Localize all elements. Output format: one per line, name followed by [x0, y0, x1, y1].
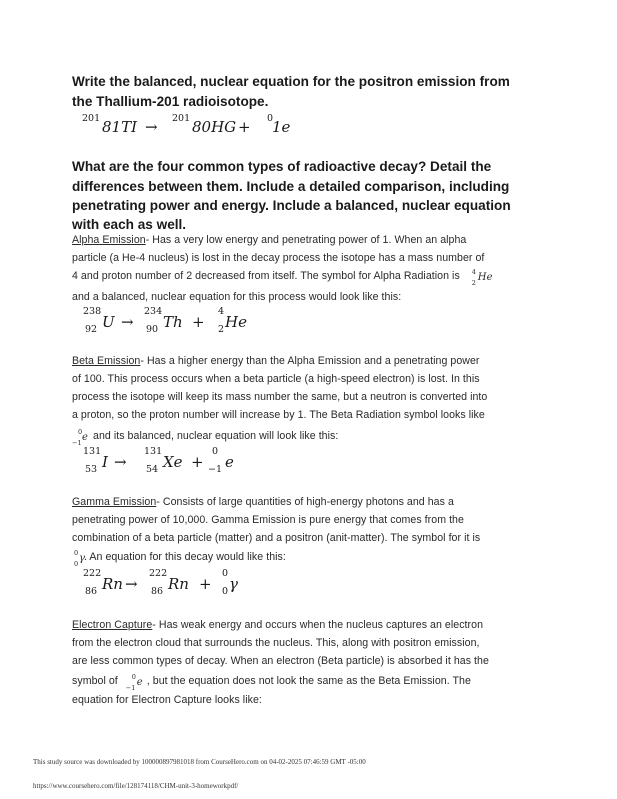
beta-line-4: a proton, so the proton number will increase by 1. The Beta Radiation symbol looks like: [72, 409, 485, 421]
question-1-line-2: the Thallium-201 radioisotope.: [72, 94, 269, 109]
equation-thallium: [75, 110, 315, 140]
beta-line-5: 0 −1 e and its balanced, nuclear equation will look like this:: [72, 428, 339, 447]
alpha-eq-th: Th: [163, 313, 183, 331]
alpha-eq-th-atomic: 90: [146, 324, 159, 335]
alpha-eq-he-atomic: 2: [218, 324, 225, 335]
beta-title: Beta Emission: [72, 355, 141, 367]
eq1-positron-mass: 0: [267, 113, 274, 124]
gamma-eq-arrow: →: [125, 575, 138, 593]
capture-line-3: are less common types of decay. When an electron (Beta particle) is absorbed it has the: [72, 655, 489, 667]
eq1-product-symbol: 80HG: [192, 118, 237, 136]
beta-line-1: Beta Emission- Has a higher energy than the Alpha Emission and a penetrating power: [72, 355, 480, 367]
eq1-arrow: →: [145, 118, 158, 136]
source-url[interactable]: https://www.coursehero.com/file/128174118/CHM-unit-3-homeworkpdf/: [33, 782, 239, 790]
question-2-line-1: What are the four common types of radioactive decay? Detail the: [72, 159, 492, 174]
gamma-eq-rn: Rn: [102, 575, 123, 593]
alpha-eq-th-mass: 234: [144, 306, 163, 317]
alpha-eq-he: He: [225, 313, 247, 331]
eq1-positron-symbol: 1e: [272, 118, 291, 136]
gamma-eq-plus: +: [199, 575, 212, 593]
capture-line-1: Electron Capture- Has weak energy and occurs when the nucleus captures an electron: [72, 619, 484, 631]
alpha-line-3: 4 and proton number of 2 decreased from itself. The symbol for Alpha Radiation is 4 2 He: [72, 268, 493, 287]
eq1-reactant-symbol: 81TI: [102, 118, 138, 136]
question-2-line-2: differences between them. Include a detailed comparison, including: [72, 179, 510, 194]
alpha-eq-u: U: [102, 313, 115, 331]
alpha-title: Alpha Emission: [72, 234, 146, 246]
beta-eq-xe: Xe: [163, 453, 183, 471]
equation-alpha: [75, 306, 295, 340]
download-notice: This study source was downloaded by 100000897981018 from CourseHero.com on 04-02-2025 07:46:59 GMT -05:00: [33, 758, 366, 766]
question-2-line-4: with each as well.: [72, 217, 187, 232]
beta-line-3: process the isotope will keep its mass number the same, but a neutron is converted into: [72, 391, 488, 403]
beta-eq-e-atomic: −1: [208, 464, 223, 475]
capture-line-5: equation for Electron Capture looks like:: [72, 694, 262, 706]
capture-line-4: symbol of 0 −1 e , but the equation does not look the same as the Beta Emission. The: [72, 673, 471, 692]
gamma-eq-gamma-mass: 0: [222, 568, 229, 579]
eq1-product-mass: 201: [172, 113, 191, 124]
gamma-title: Gamma Emission: [72, 496, 157, 508]
gamma-eq-rn2-mass: 222: [149, 568, 168, 579]
alpha-eq-plus: +: [192, 313, 205, 331]
beta-eq-xe-atomic: 54: [146, 464, 159, 475]
capture-line-2: from the electron cloud that surrounds the nucleus. This, along with positron emission,: [72, 637, 480, 649]
capture-title: Electron Capture: [72, 619, 153, 631]
capture-symbol: 0 −1 e: [125, 673, 143, 692]
gamma-line-3: combination of a beta particle (matter) and a positron (anit-matter). The symbol for it is: [72, 532, 481, 544]
alpha-eq-u-mass: 238: [83, 306, 102, 317]
alpha-eq-arrow: →: [121, 313, 134, 331]
gamma-line-1: Gamma Emission- Consists of large quantities of high-energy photons and has a: [72, 496, 454, 508]
beta-eq-arrow: →: [114, 453, 127, 471]
alpha-eq-u-atomic: 92: [85, 324, 98, 335]
beta-eq-i: I: [102, 453, 108, 471]
alpha-symbol: 4 2 He: [471, 268, 493, 287]
beta-eq-i-atomic: 53: [85, 464, 98, 475]
beta-eq-plus: +: [191, 453, 204, 471]
beta-symbol: 0 −1 e: [72, 428, 88, 447]
alpha-eq-he-mass: 4: [218, 306, 225, 317]
equation-gamma: [75, 568, 295, 602]
gamma-eq-rn2: Rn: [168, 575, 189, 593]
beta-eq-e-mass: 0: [212, 446, 219, 457]
beta-eq-xe-mass: 131: [144, 446, 163, 457]
gamma-symbol: 0 0 γ: [74, 549, 86, 568]
gamma-eq-rn-atomic: 86: [85, 586, 98, 597]
alpha-line-4: and a balanced, nuclear equation for this process would look like this:: [72, 291, 402, 303]
gamma-line-4: 0 0 γ . An equation for this decay would like this:: [74, 549, 286, 568]
eq1-plus: +: [238, 118, 251, 136]
beta-eq-i-mass: 131: [83, 446, 102, 457]
alpha-line-2: particle (a He-4 nucleus) is lost in the decay process the isotope has a mass number of: [72, 252, 485, 264]
gamma-line-2: penetrating power of 10,000. Gamma Emission is pure energy that comes from the: [72, 514, 464, 526]
beta-eq-e: e: [225, 453, 234, 471]
gamma-eq-gamma: γ: [229, 575, 238, 593]
question-1-line-1: Write the balanced, nuclear equation for the positron emission from: [72, 74, 510, 89]
question-2-line-3: penetrating power and energy. Include a balanced, nuclear equation: [72, 198, 511, 213]
gamma-eq-rn-mass: 222: [83, 568, 102, 579]
beta-line-2: of 100. This process occurs when a beta particle (a high-speed electron) is lost. In this: [72, 373, 480, 385]
gamma-eq-gamma-atomic: 0: [222, 586, 229, 597]
alpha-line-1: Alpha Emission- Has a very low energy and penetrating power of 1. When an alpha: [72, 234, 467, 246]
gamma-eq-rn2-atomic: 86: [151, 586, 164, 597]
eq1-reactant-mass: 201: [82, 113, 101, 124]
equation-beta: [75, 446, 295, 480]
